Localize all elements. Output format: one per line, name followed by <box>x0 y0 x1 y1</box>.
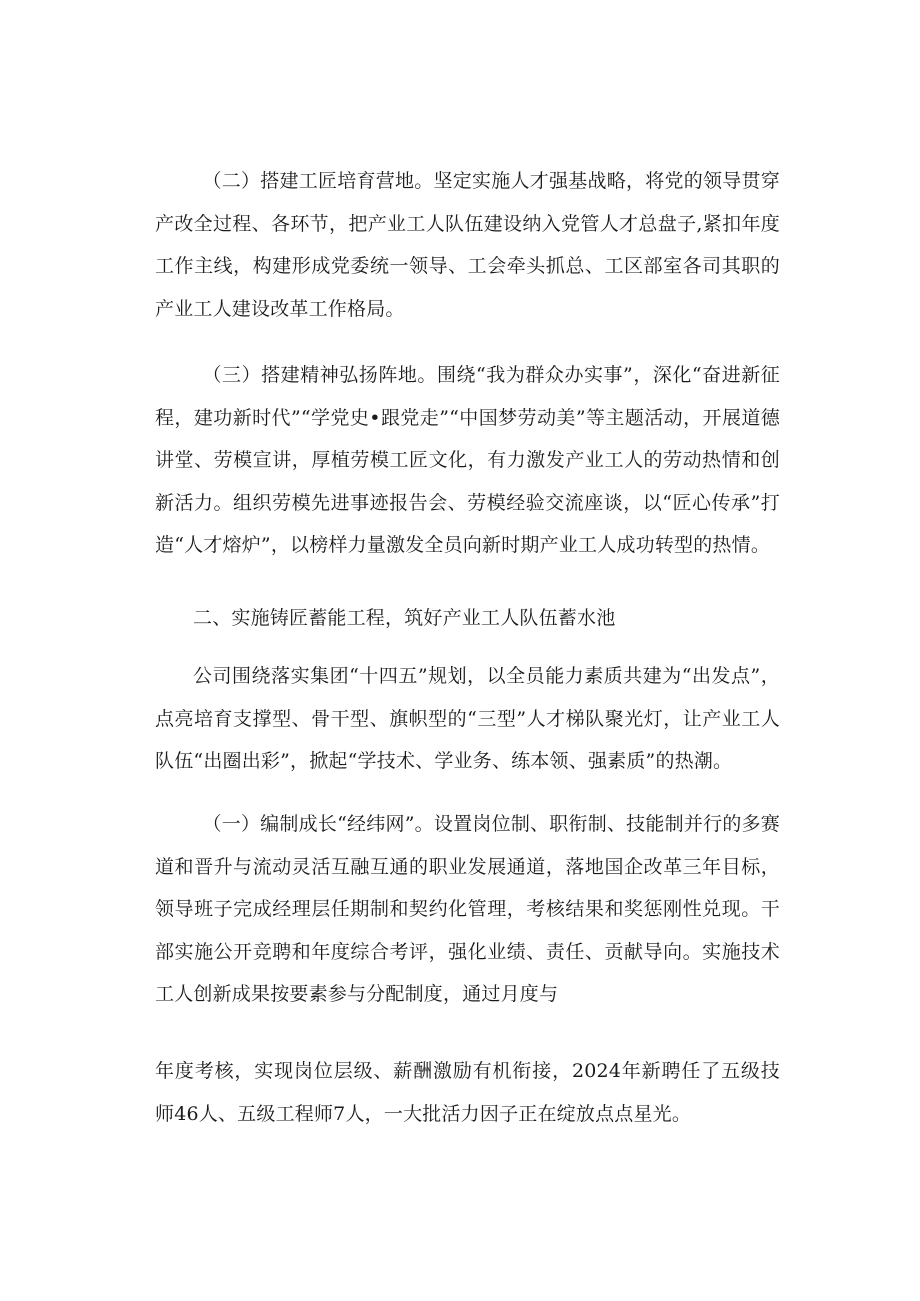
section-heading: 二、实施铸匠蓄能工程，筑好产业工人队伍蓄水池 <box>193 607 616 629</box>
paragraph-company-plan: 公司围绕落实集团“十四五”规划，以全员能力素质共建为“出发点”，点亮培育支撑型、骨干型、旗帜型的“三型”人才梯队聚光灯，让产业工人队伍“出圈出彩”，掀起“学技术、学业务、练本领、强素质”的热潮。 <box>155 665 780 772</box>
paragraph-craftsman-camp: （二）搭建工匠培育营地。坚定实施人才强基战略，将党的领导贯穿产改全过程、各环节，把产业工人队伍建设纳入党管人才总盘子,紧扣年度工作主线，构建形成党委统一领导、工会牵头抓总、工区部室各司其职的产业工人建设改革工作格局。 <box>155 170 780 320</box>
paragraph-continuation: 年度考核，实现岗位层级、薪酬激励有机衔接，2024年新聘任了五级技师46人、五级工程师7人，一大批活力因子正在绽放点点星光。 <box>155 1060 780 1125</box>
paragraph-growth-network: （一）编制成长“经纬网”。设置岗位制、职衔制、技能制并行的多赛道和晋升与流动灵活互融互通的职业发展通道，落地国企改革三年目标，领导班子完成经理层任期制和契约化管理，考核结果和奖惩刚性兑现。干部实施公开竞聘和年度综合考评，强化业绩、责任、贡献导向。实施技术工人创新成果按要素参与分配制度，通过月度与 <box>155 813 780 1005</box>
paragraph-spirit-position: （三）搭建精神弘扬阵地。围绕“我为群众办实事”，深化“奋进新征程，建功新时代”“学党史•跟党走”“中国梦劳动美”等主题活动，开展道德讲堂、劳模宣讲，厚植劳模工匠文化，有力激发产业工人的劳动热情和创新活力。组织劳模先进事迹报告会、劳模经验交流座谈，以“匠心传承”打造“人才熔炉”，以榜样力量激发全员向新时期产业工人成功转型的热情。 <box>155 364 780 556</box>
